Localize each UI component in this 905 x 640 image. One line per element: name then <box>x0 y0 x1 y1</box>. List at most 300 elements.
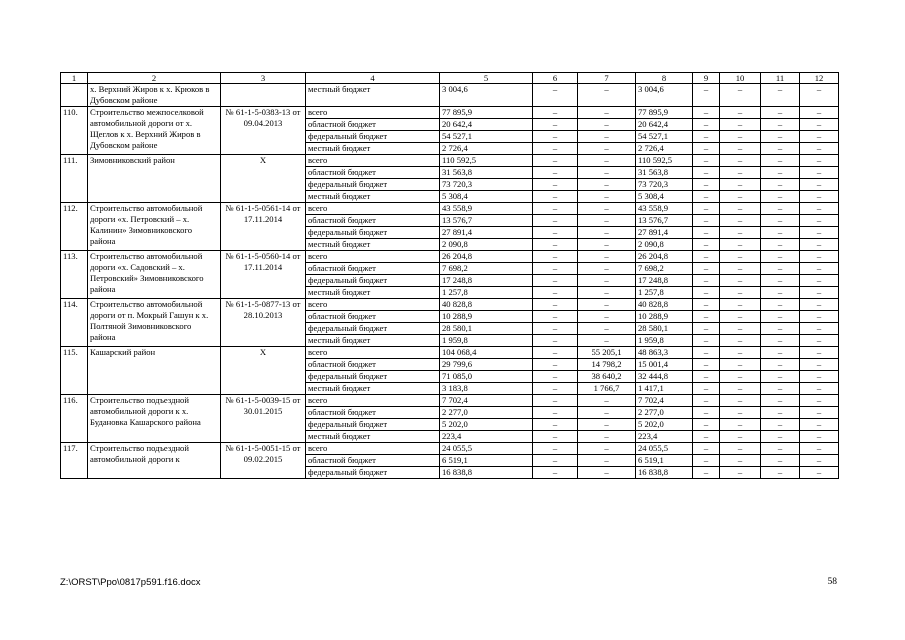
value-cell-c7: – <box>578 143 636 155</box>
value-cell-c12: – <box>800 191 839 203</box>
value-cell-c10: – <box>720 359 761 371</box>
value-cell-c12: – <box>800 371 839 383</box>
value-cell-c11: – <box>761 179 800 191</box>
value-cell-c5: 13 576,7 <box>440 215 533 227</box>
value-cell-c5: 1 959,8 <box>440 335 533 347</box>
value-cell-c11: – <box>761 311 800 323</box>
funding-source: всего <box>306 203 440 215</box>
value-cell-c8: 2 277,0 <box>636 407 693 419</box>
header-cell: 3 <box>221 73 306 84</box>
value-cell-c9: – <box>693 107 720 119</box>
row-number: 113. <box>61 251 88 299</box>
value-cell-c9: – <box>693 347 720 359</box>
value-cell-c11: – <box>761 359 800 371</box>
value-cell-c11: – <box>761 335 800 347</box>
table-row <box>61 443 839 455</box>
value-cell-c7: – <box>578 407 636 419</box>
value-cell-c11: – <box>761 119 800 131</box>
value-cell-c7: – <box>578 311 636 323</box>
value-cell-c9: – <box>693 131 720 143</box>
value-cell-c9: – <box>693 287 720 299</box>
value-cell-c9: – <box>693 335 720 347</box>
object-name: Строительство подъездной автомобильной дороги к х. Будановка Кашарского района <box>88 395 221 443</box>
value-cell-c8: 2 090,8 <box>636 239 693 251</box>
value-cell-c11: – <box>761 167 800 179</box>
value-cell-c12: – <box>800 155 839 167</box>
value-cell-c10: – <box>720 119 761 131</box>
document-ref: № 61-1-5-0560-14 от 17.11.2014 <box>221 251 306 299</box>
value-cell-c9: – <box>693 443 720 455</box>
funding-source: всего <box>306 443 440 455</box>
value-cell-c10: – <box>720 275 761 287</box>
value-cell-c6: – <box>533 395 578 407</box>
funding-source: всего <box>306 107 440 119</box>
value-cell-c11: – <box>761 215 800 227</box>
value-cell-c9: – <box>693 323 720 335</box>
funding-source: всего <box>306 395 440 407</box>
funding-source: областной бюджет <box>306 167 440 179</box>
value-cell-c9: – <box>693 419 720 431</box>
value-cell-c11: – <box>761 419 800 431</box>
value-cell-c10: – <box>720 347 761 359</box>
value-cell-c8: 1 257,8 <box>636 287 693 299</box>
value-cell-c6: – <box>533 275 578 287</box>
budget-table-container <box>60 72 838 479</box>
value-cell-c9: – <box>693 299 720 311</box>
value-cell-c10: – <box>720 251 761 263</box>
value-cell-c8: 2 726,4 <box>636 143 693 155</box>
value-cell-c9: – <box>693 311 720 323</box>
value-cell-c12: – <box>800 227 839 239</box>
funding-source: федеральный бюджет <box>306 131 440 143</box>
value-cell-c7: – <box>578 275 636 287</box>
funding-source: областной бюджет <box>306 311 440 323</box>
value-cell-c5: 5 202,0 <box>440 419 533 431</box>
value-cell-c12: – <box>800 467 839 479</box>
value-cell-c8: 1 417,1 <box>636 383 693 395</box>
funding-source: федеральный бюджет <box>306 371 440 383</box>
value-cell-c7: – <box>578 323 636 335</box>
value-cell-c10: – <box>720 287 761 299</box>
value-cell-c7: – <box>578 443 636 455</box>
value-cell-c11: – <box>761 155 800 167</box>
value-cell-c5: 2 277,0 <box>440 407 533 419</box>
funding-source: областной бюджет <box>306 263 440 275</box>
table-row <box>61 84 839 107</box>
value-cell-c8: 48 863,3 <box>636 347 693 359</box>
value-cell-c6: – <box>533 107 578 119</box>
value-cell-c6: – <box>533 323 578 335</box>
value-cell-c12: – <box>800 455 839 467</box>
value-cell-c12: – <box>800 299 839 311</box>
value-cell-c6: – <box>533 143 578 155</box>
value-cell-c9: – <box>693 383 720 395</box>
value-cell-c12: – <box>800 419 839 431</box>
header-cell: 2 <box>88 73 221 84</box>
header-cell: 7 <box>578 73 636 84</box>
value-cell-c11: – <box>761 251 800 263</box>
value-cell-c5: 20 642,4 <box>440 119 533 131</box>
value-cell-c12: – <box>800 203 839 215</box>
value-cell-c6: – <box>533 467 578 479</box>
value-cell-c6: – <box>533 251 578 263</box>
value-cell-c6: – <box>533 239 578 251</box>
value-cell-c9: – <box>693 467 720 479</box>
document-ref: № 61-1-5-0561-14 от 17.11.2014 <box>221 203 306 251</box>
row-number: 111. <box>61 155 88 203</box>
value-cell-c10: – <box>720 167 761 179</box>
header-cell: 1 <box>61 73 88 84</box>
value-cell-c11: – <box>761 143 800 155</box>
value-cell-c10: – <box>720 155 761 167</box>
value-cell-c11: – <box>761 347 800 359</box>
value-cell-c11: – <box>761 323 800 335</box>
value-cell-c11: – <box>761 431 800 443</box>
value-cell-c7: – <box>578 419 636 431</box>
value-cell-c7: – <box>578 215 636 227</box>
value-cell-c11: – <box>761 275 800 287</box>
funding-source: областной бюджет <box>306 119 440 131</box>
value-cell-c12: – <box>800 323 839 335</box>
header-cell: 10 <box>720 73 761 84</box>
value-cell-c11: – <box>761 371 800 383</box>
value-cell-c7: – <box>578 335 636 347</box>
value-cell-c10: – <box>720 323 761 335</box>
row-number: 110. <box>61 107 88 155</box>
value-cell-c5: 71 085,0 <box>440 371 533 383</box>
value-cell-c7: – <box>578 455 636 467</box>
table-row <box>61 155 839 167</box>
object-name: Строительство автомобильной дороги «х. Петровский – х. Калинин» Зимовниковского района <box>88 203 221 251</box>
value-cell-c8: 17 248,8 <box>636 275 693 287</box>
funding-source: местный бюджет <box>306 239 440 251</box>
value-cell-c7: – <box>578 155 636 167</box>
value-cell-c8: 43 558,9 <box>636 203 693 215</box>
value-cell-c10: – <box>720 407 761 419</box>
value-cell-c9: – <box>693 395 720 407</box>
value-cell-c9: – <box>693 203 720 215</box>
value-cell-c10: – <box>720 107 761 119</box>
funding-source: федеральный бюджет <box>306 467 440 479</box>
value-cell-c10: – <box>720 203 761 215</box>
object-name: Строительство автомобильной дороги от п. Мокрый Гашун к х. Полтяной Зимовниковского района <box>88 299 221 347</box>
value-cell-c8: 10 288,9 <box>636 311 693 323</box>
value-cell-c7: – <box>578 395 636 407</box>
value-cell-c5: 29 799,6 <box>440 359 533 371</box>
value-cell-c7: – <box>578 203 636 215</box>
value-cell-c5: 1 257,8 <box>440 287 533 299</box>
value-cell-c7: 38 640,2 <box>578 371 636 383</box>
value-cell-c6: – <box>533 383 578 395</box>
value-cell-c11: – <box>761 455 800 467</box>
row-number: 114. <box>61 299 88 347</box>
row-number: 116. <box>61 395 88 443</box>
value-cell-c8: 223,4 <box>636 431 693 443</box>
value-cell-c12: – <box>800 215 839 227</box>
value-cell-c5: 6 519,1 <box>440 455 533 467</box>
value-cell-c5: 16 838,8 <box>440 467 533 479</box>
header-cell: 6 <box>533 73 578 84</box>
value-cell-c5: 2 090,8 <box>440 239 533 251</box>
value-cell-c12: – <box>800 311 839 323</box>
header-cell: 11 <box>761 73 800 84</box>
budget-table <box>60 72 839 479</box>
funding-source: федеральный бюджет <box>306 275 440 287</box>
value-cell-c11: – <box>761 227 800 239</box>
value-cell-c7: – <box>578 119 636 131</box>
value-cell-c6: – <box>533 359 578 371</box>
value-cell-c6: – <box>533 155 578 167</box>
table-row <box>61 251 839 263</box>
row-number <box>61 84 88 107</box>
value-cell-c9: – <box>693 455 720 467</box>
row-number: 117. <box>61 443 88 479</box>
object-name: Строительство подъездной автомобильной дороги к <box>88 443 221 479</box>
funding-source: местный бюджет <box>306 335 440 347</box>
value-cell-c5: 77 895,9 <box>440 107 533 119</box>
funding-source: местный бюджет <box>306 383 440 395</box>
value-cell-c9: – <box>693 84 720 107</box>
value-cell-c11: – <box>761 131 800 143</box>
table-row <box>61 395 839 407</box>
value-cell-c10: – <box>720 131 761 143</box>
value-cell-c7: – <box>578 167 636 179</box>
value-cell-c6: – <box>533 227 578 239</box>
value-cell-c11: – <box>761 299 800 311</box>
value-cell-c7: – <box>578 431 636 443</box>
value-cell-c10: – <box>720 311 761 323</box>
value-cell-c8: 5 202,0 <box>636 419 693 431</box>
value-cell-c8: 3 004,6 <box>636 84 693 107</box>
value-cell-c8: 7 698,2 <box>636 263 693 275</box>
value-cell-c7: 14 798,2 <box>578 359 636 371</box>
value-cell-c5: 5 308,4 <box>440 191 533 203</box>
funding-source: областной бюджет <box>306 407 440 419</box>
value-cell-c8: 73 720,3 <box>636 179 693 191</box>
value-cell-c5: 10 288,9 <box>440 311 533 323</box>
value-cell-c7: – <box>578 467 636 479</box>
value-cell-c7: 1 766,7 <box>578 383 636 395</box>
value-cell-c9: – <box>693 155 720 167</box>
header-cell: 8 <box>636 73 693 84</box>
value-cell-c8: 28 580,1 <box>636 323 693 335</box>
value-cell-c7: – <box>578 263 636 275</box>
row-number: 115. <box>61 347 88 395</box>
object-name: Строительство межпоселковой автомобильной дороги от х. Щеглов к х. Верхний Жиров в Дубовском районе <box>88 107 221 155</box>
value-cell-c10: – <box>720 467 761 479</box>
value-cell-c12: – <box>800 395 839 407</box>
value-cell-c10: – <box>720 84 761 107</box>
value-cell-c7: – <box>578 107 636 119</box>
header-cell: 4 <box>306 73 440 84</box>
value-cell-c8: 77 895,9 <box>636 107 693 119</box>
value-cell-c10: – <box>720 263 761 275</box>
header-cell: 9 <box>693 73 720 84</box>
value-cell-c11: – <box>761 383 800 395</box>
value-cell-c7: – <box>578 191 636 203</box>
value-cell-c6: – <box>533 311 578 323</box>
value-cell-c5: 2 726,4 <box>440 143 533 155</box>
value-cell-c7: – <box>578 179 636 191</box>
value-cell-c12: – <box>800 107 839 119</box>
header-cell: 5 <box>440 73 533 84</box>
value-cell-c12: – <box>800 179 839 191</box>
value-cell-c5: 40 828,8 <box>440 299 533 311</box>
value-cell-c12: – <box>800 287 839 299</box>
value-cell-c11: – <box>761 84 800 107</box>
document-ref: № 61-1-5-0383-13 от 09.04.2013 <box>221 107 306 155</box>
funding-source: федеральный бюджет <box>306 179 440 191</box>
value-cell-c7: – <box>578 84 636 107</box>
value-cell-c12: – <box>800 167 839 179</box>
funding-source: местный бюджет <box>306 84 440 107</box>
value-cell-c12: – <box>800 251 839 263</box>
value-cell-c12: – <box>800 431 839 443</box>
value-cell-c10: – <box>720 371 761 383</box>
value-cell-c12: – <box>800 407 839 419</box>
value-cell-c9: – <box>693 179 720 191</box>
header-row <box>61 73 839 84</box>
value-cell-c12: – <box>800 239 839 251</box>
funding-source: всего <box>306 155 440 167</box>
value-cell-c5: 104 068,4 <box>440 347 533 359</box>
value-cell-c9: – <box>693 275 720 287</box>
page-number: 58 <box>827 577 837 587</box>
value-cell-c12: – <box>800 131 839 143</box>
value-cell-c10: – <box>720 191 761 203</box>
row-number: 112. <box>61 203 88 251</box>
value-cell-c5: 7 702,4 <box>440 395 533 407</box>
object-name: Зимовниковский район <box>88 155 221 203</box>
value-cell-c8: 26 204,8 <box>636 251 693 263</box>
value-cell-c10: – <box>720 431 761 443</box>
value-cell-c5: 26 204,8 <box>440 251 533 263</box>
value-cell-c9: – <box>693 143 720 155</box>
document-ref: № 61-1-5-0039-15 от 30.01.2015 <box>221 395 306 443</box>
value-cell-c9: – <box>693 251 720 263</box>
value-cell-c11: – <box>761 107 800 119</box>
funding-source: областной бюджет <box>306 215 440 227</box>
document-ref: Х <box>221 155 306 203</box>
value-cell-c5: 223,4 <box>440 431 533 443</box>
value-cell-c9: – <box>693 239 720 251</box>
value-cell-c8: 32 444,8 <box>636 371 693 383</box>
value-cell-c12: – <box>800 143 839 155</box>
value-cell-c6: – <box>533 167 578 179</box>
funding-source: всего <box>306 299 440 311</box>
funding-source: областной бюджет <box>306 455 440 467</box>
value-cell-c5: 7 698,2 <box>440 263 533 275</box>
value-cell-c6: – <box>533 263 578 275</box>
value-cell-c11: – <box>761 407 800 419</box>
value-cell-c8: 40 828,8 <box>636 299 693 311</box>
value-cell-c8: 6 519,1 <box>636 455 693 467</box>
value-cell-c11: – <box>761 287 800 299</box>
value-cell-c11: – <box>761 203 800 215</box>
value-cell-c8: 15 001,4 <box>636 359 693 371</box>
value-cell-c10: – <box>720 143 761 155</box>
value-cell-c12: – <box>800 263 839 275</box>
value-cell-c8: 16 838,8 <box>636 467 693 479</box>
value-cell-c5: 31 563,8 <box>440 167 533 179</box>
value-cell-c8: 24 055,5 <box>636 443 693 455</box>
value-cell-c8: 1 959,8 <box>636 335 693 347</box>
funding-source: всего <box>306 251 440 263</box>
value-cell-c6: – <box>533 419 578 431</box>
value-cell-c6: – <box>533 335 578 347</box>
funding-source: местный бюджет <box>306 191 440 203</box>
value-cell-c9: – <box>693 191 720 203</box>
value-cell-c6: – <box>533 191 578 203</box>
value-cell-c11: – <box>761 443 800 455</box>
value-cell-c5: 24 055,5 <box>440 443 533 455</box>
value-cell-c10: – <box>720 383 761 395</box>
value-cell-c8: 54 527,1 <box>636 131 693 143</box>
value-cell-c7: – <box>578 251 636 263</box>
value-cell-c5: 54 527,1 <box>440 131 533 143</box>
value-cell-c5: 17 248,8 <box>440 275 533 287</box>
value-cell-c11: – <box>761 395 800 407</box>
value-cell-c8: 110 592,5 <box>636 155 693 167</box>
value-cell-c5: 73 720,3 <box>440 179 533 191</box>
value-cell-c10: – <box>720 335 761 347</box>
value-cell-c10: – <box>720 455 761 467</box>
value-cell-c7: – <box>578 227 636 239</box>
object-name: Кашарский район <box>88 347 221 395</box>
value-cell-c7: – <box>578 131 636 143</box>
value-cell-c9: – <box>693 119 720 131</box>
value-cell-c7: – <box>578 287 636 299</box>
funding-source: местный бюджет <box>306 431 440 443</box>
funding-source: федеральный бюджет <box>306 323 440 335</box>
value-cell-c8: 7 702,4 <box>636 395 693 407</box>
funding-source: федеральный бюджет <box>306 419 440 431</box>
value-cell-c7: – <box>578 299 636 311</box>
value-cell-c9: – <box>693 359 720 371</box>
value-cell-c5: 43 558,9 <box>440 203 533 215</box>
funding-source: местный бюджет <box>306 287 440 299</box>
value-cell-c9: – <box>693 215 720 227</box>
funding-source: федеральный бюджет <box>306 227 440 239</box>
value-cell-c5: 28 580,1 <box>440 323 533 335</box>
value-cell-c6: – <box>533 407 578 419</box>
value-cell-c11: – <box>761 239 800 251</box>
value-cell-c7: 55 205,1 <box>578 347 636 359</box>
value-cell-c6: – <box>533 347 578 359</box>
value-cell-c12: – <box>800 383 839 395</box>
value-cell-c11: – <box>761 263 800 275</box>
value-cell-c6: – <box>533 431 578 443</box>
table-row <box>61 107 839 119</box>
value-cell-c9: – <box>693 263 720 275</box>
value-cell-c6: – <box>533 119 578 131</box>
value-cell-c5: 27 891,4 <box>440 227 533 239</box>
value-cell-c6: – <box>533 443 578 455</box>
value-cell-c7: – <box>578 239 636 251</box>
funding-source: местный бюджет <box>306 143 440 155</box>
value-cell-c6: – <box>533 203 578 215</box>
value-cell-c11: – <box>761 191 800 203</box>
value-cell-c11: – <box>761 467 800 479</box>
value-cell-c9: – <box>693 407 720 419</box>
value-cell-c12: – <box>800 275 839 287</box>
document-ref: Х <box>221 347 306 395</box>
value-cell-c12: – <box>800 359 839 371</box>
value-cell-c8: 31 563,8 <box>636 167 693 179</box>
value-cell-c6: – <box>533 371 578 383</box>
value-cell-c5: 110 592,5 <box>440 155 533 167</box>
value-cell-c9: – <box>693 167 720 179</box>
